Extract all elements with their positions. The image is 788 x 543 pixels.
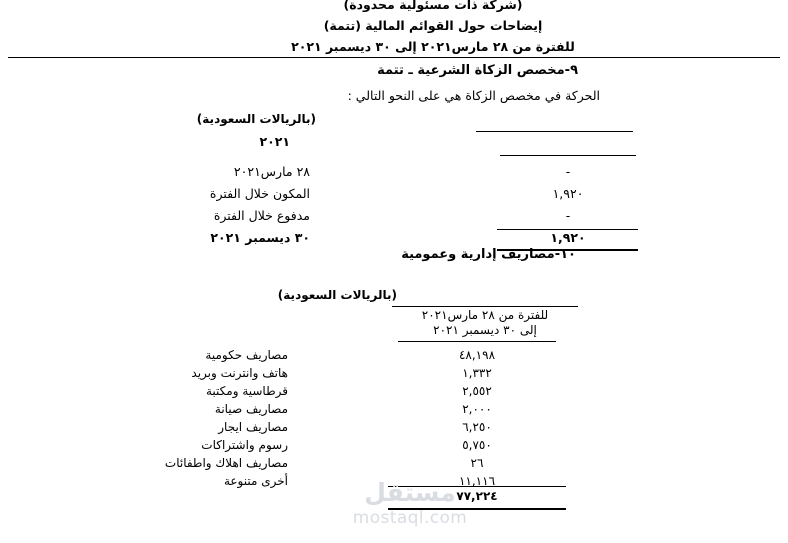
note-9-intro-text: الحركة في مخصص الزكاة هي على النحو التالي : [347,88,600,103]
table-row [0,456,788,474]
header-divider-rule [8,57,780,58]
table-total-row [0,230,788,252]
ga-row-value: ٢,٥٥٢ [462,384,492,398]
zakat-provision-table [0,112,788,252]
general-admin-expenses-table [0,288,788,518]
ga-total-rule-bottom [388,508,566,510]
zakat-header-rule-bottom [500,155,636,156]
document-header [0,0,788,57]
zakat-total-label: ٣٠ ديسمبر ٢٠٢١ [210,230,310,245]
zakat-row-label: ٢٨ مارس٢٠٢١ [233,164,310,179]
ga-row-value: ١,٣٣٢ [462,366,492,380]
table-total-row [0,489,788,507]
ga-period-header-line2: إلى ٣٠ ديسمبر ٢٠٢١ [433,323,537,337]
table-row [0,438,788,456]
ga-row-label: مصاريف حكومية [205,348,288,362]
table-row [0,208,788,230]
table-row [0,420,788,438]
table-row [0,164,788,186]
ga-row-label: هاتف وانترنت وبريد [191,366,288,380]
ga-currency-header: (بالريالات السعودية) [277,288,397,302]
watermark-latin-text: mostaql.com [352,508,468,528]
ga-header-rule-top [392,306,578,307]
ga-row-label: رسوم واشتراكات [201,438,288,452]
ga-row-label: مصاريف ايجار [218,420,288,434]
ga-row-value: ٤٨,١٩٨ [458,348,496,362]
table-row [0,384,788,402]
header-entity-name: (شركة ذات مسئولية محدودة) [343,0,523,12]
zakat-total-value: ١,٩٢٠ [550,230,586,245]
table-row [0,348,788,366]
ga-row-value: ٦,٢٥٠ [462,420,492,434]
zakat-row-value: ١,٩٢٠ [552,186,584,201]
ga-row-label: مصاريف اهلاك واطفائات [164,456,288,470]
ga-header-rule-bottom [398,341,556,342]
ga-row-value: ٥,٧٥٠ [462,438,492,452]
ga-row-label: أخرى متنوعة [223,474,288,488]
header-period: للفترة من ٢٨ مارس٢٠٢١ إلى ٣٠ ديسمبر ٢٠٢١ [291,39,575,54]
ga-total-value: ٧٧,٢٢٤ [456,489,498,503]
ga-row-value: ٢,٠٠٠ [462,402,492,416]
zakat-currency-header: (بالريالات السعودية) [196,112,316,126]
ga-total-rule-top [388,486,566,487]
table-row [0,186,788,208]
ga-row-value: ١١,١١٦ [458,474,496,488]
zakat-row-value: - [565,164,571,179]
watermark-arabic-text: مستقل [364,478,456,507]
header-document-title: إيضاحات حول القوائم المالية (تتمة) [323,18,543,33]
table-row [0,402,788,420]
zakat-row-value: - [565,208,571,223]
note-10-title: ١٠-مصاريف إدارية وعمومية [401,247,576,262]
table-row [0,366,788,384]
zakat-row-label: مدفوع خلال الفترة [213,208,310,223]
zakat-header-rule-top [476,131,633,132]
zakat-row-label: المكون خلال الفترة [209,186,310,201]
ga-row-label: قرطاسية ومكتبة [205,384,288,398]
note-9-title: ٩-مخصص الزكاة الشرعية ـ تتمة [377,63,578,78]
zakat-year-header: ٢٠٢١ [259,134,290,149]
ga-row-label: مصاريف صيانة [214,402,288,416]
ga-period-header-line1: للفترة من ٢٨ مارس٢٠٢١ [421,308,549,322]
ga-row-value: ٢٦ [470,456,484,470]
